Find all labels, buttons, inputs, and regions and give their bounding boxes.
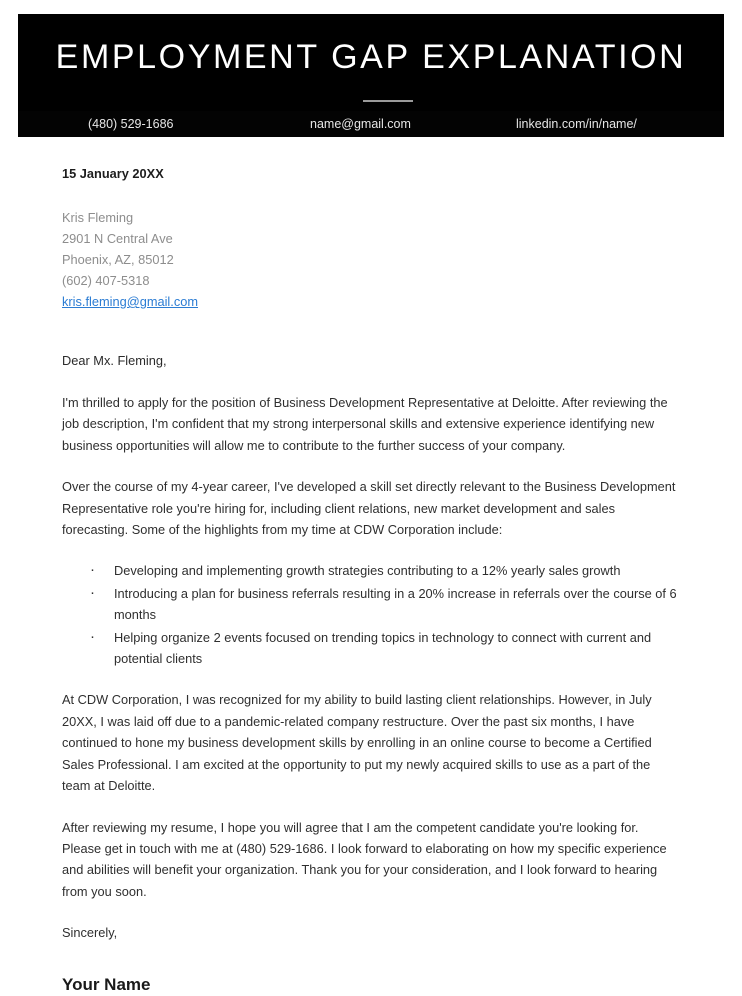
letter-body [62,165,678,996]
header-contact-row [18,111,724,137]
letter-date: 15 January 20XX [62,166,164,181]
page-title: EMPLOYMENT GAP EXPLANATION [55,38,687,76]
salutation: Dear Mx. Fleming, [62,353,167,368]
list-item: · Introducing a plan for business referrals resulting in a 20% increase in referrals over the course of 6 months [62,583,678,626]
header-title-zone [18,14,724,94]
paragraph-intro: I'm thrilled to apply for the position of Business Development Representative at Deloitte. After reviewing the job description, I'm confident that my strong interpersonal skills and extensive experience identifying new business opportunities will allow me to contribute to the further success of your company. [62,395,668,453]
header-email: name@gmail.com [310,117,411,131]
paragraph-closing: After reviewing my resume, I hope you will agree that I am the competent candidate you're looking for. Please get in touch with me at (480) 529-1686. I look forward to elaborating on how my specific experience and abilities will benefit your organization. Thank you for your consideration, and I look forward to hearing from you soon. [62,819,667,899]
highlights-list [62,560,678,669]
recipient-street: 2901 N Central Ave [62,231,173,246]
title-divider [363,100,413,102]
list-item: · Developing and implementing growth strategies contributing to a 12% yearly sales growth [62,560,678,581]
letterhead-header [18,14,724,137]
signature-name: Your Name [62,974,151,994]
recipient-address-block [62,207,678,312]
paragraph-skills: Over the course of my 4-year career, I've developed a skill set directly relevant to the Business Development Representative role you're hiring for, including client relations, new market development and sales forecasting. Some of the highlights from my time at CDW Corporation include: [62,479,676,538]
recipient-city-state-zip: Phoenix, AZ, 85012 [62,252,174,267]
recipient-phone: (602) 407-5318 [62,273,150,288]
header-phone: (480) 529-1686 [88,117,174,131]
header-linkedin: linkedin.com/in/name/ [516,117,637,131]
signoff: Sincerely, [62,925,118,941]
recipient-name: Kris Fleming [62,210,134,225]
paragraph-employment-gap: At CDW Corporation, I was recognized for my ability to build lasting client relationships. However, in July 20XX, I was laid off due to a pandemic-related company restructure. Over the past six months, I have continued to hone my business development skills by enrolling in an online course to become a Certified Sales Professional. I am excited at the opportunity to put my newly acquired skills to use as a part of the team at Deloitte. [62,692,652,794]
recipient-email-link[interactable]: kris.fleming@gmail.com [62,294,199,309]
list-item: · Helping organize 2 events focused on trending topics in technology to connect with current and potential clients [62,627,678,670]
